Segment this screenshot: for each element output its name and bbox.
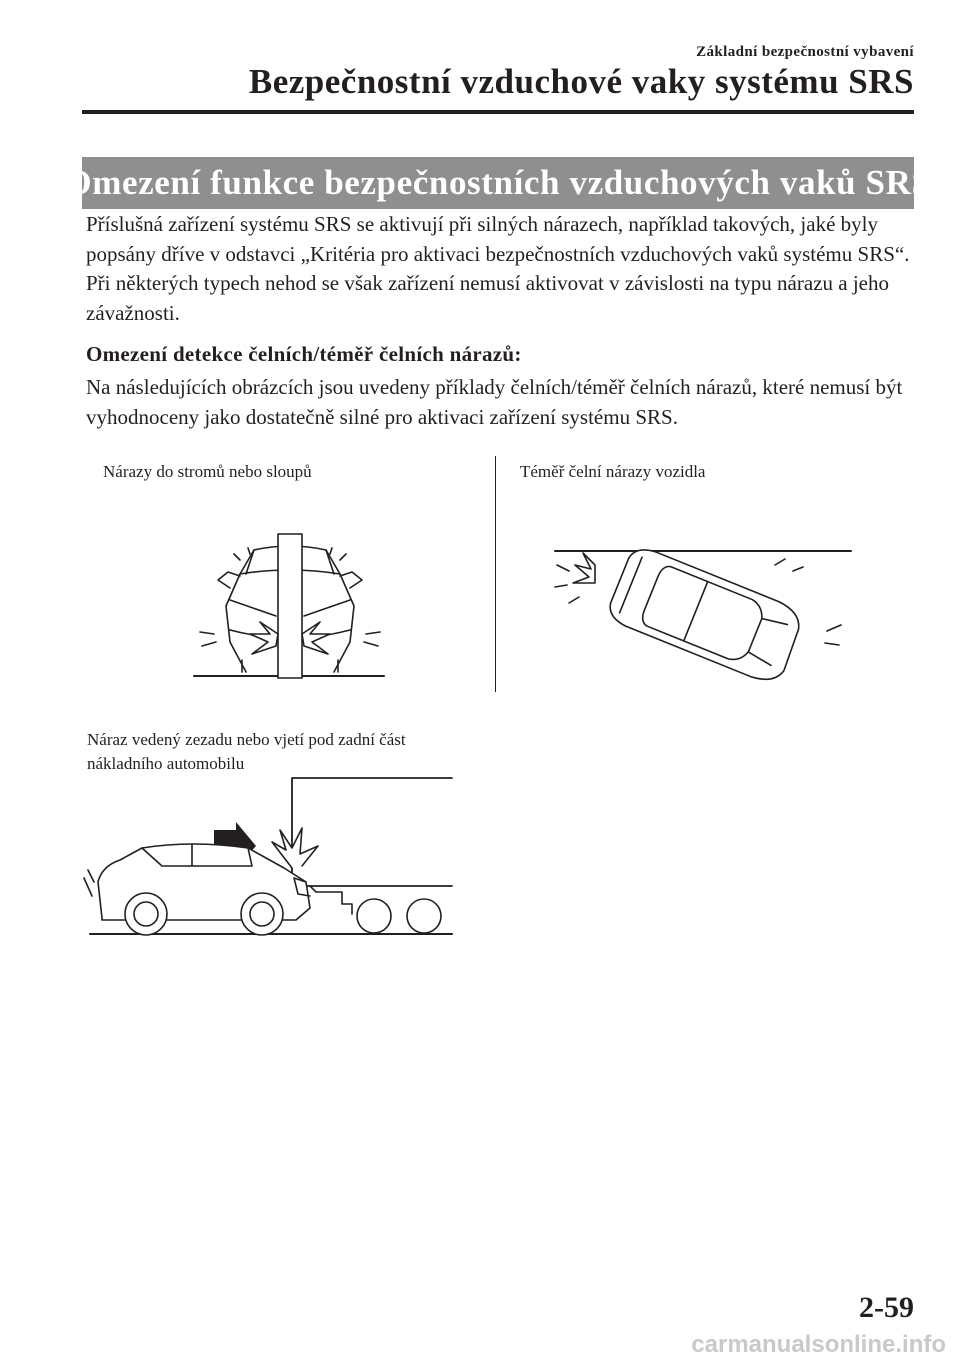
figure-3-caption: Náraz vedený zezadu nebo vjetí pod zadní část nákladního automobilu: [87, 730, 406, 773]
watermark: carmanualsonline.info: [691, 1331, 946, 1358]
header-title: Bezpečnostní vzduchové vaky systému SRS: [248, 62, 914, 101]
section-banner: Omezení funkce bezpečnostních vzduchových vaků SRS: [82, 157, 914, 209]
car-oblique-impact-illustration: [555, 545, 855, 675]
figure-divider: [495, 456, 496, 692]
header-section-label: Základní bezpečnostní vybavení: [696, 44, 914, 60]
intro-paragraph: Příslušná zařízení systému SRS se aktivují při silných nárazech, například takových, jaké byly popsány dříve v odstavci „Kritéria pro aktivaci bezpečnostních vzduchových vaků systému SRS“. Při některých typech nehod se však zařízení nemusí aktivovat v závislosti na typu nárazu a jeho závažnosti.: [86, 212, 910, 325]
figure-1-caption: Nárazy do stromů nebo sloupů: [103, 462, 312, 481]
header-rule: [82, 110, 914, 114]
page-number: 2-59: [859, 1291, 914, 1324]
car-hitting-pole-illustration: [190, 530, 390, 680]
figure-2-caption: Téměř čelní nárazy vozidla: [520, 462, 706, 481]
body-paragraph: Na následujících obrázcích jsou uvedeny příklady čelních/téměř čelních nárazů, které nemusí být vyhodnoceny jako dostatečně silné pro aktivaci zařízení systému SRS.: [86, 375, 903, 429]
car-underride-truck-illustration: [80, 770, 460, 940]
subheading: Omezení detekce čelních/téměř čelních nárazů:: [86, 342, 522, 366]
